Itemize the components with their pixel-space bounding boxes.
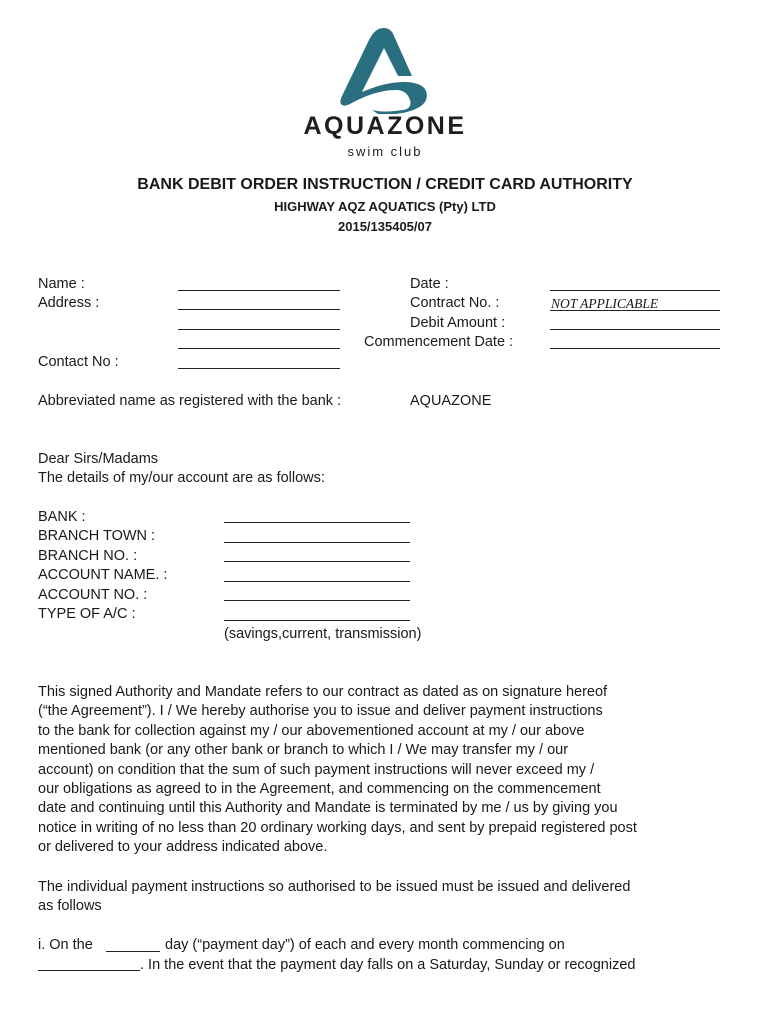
branch-no-label: BRANCH NO. : bbox=[38, 548, 138, 564]
branch-town-field[interactable] bbox=[224, 542, 410, 543]
contact-label: Contact No : bbox=[38, 354, 119, 370]
branch-town-label: BRANCH TOWN : bbox=[38, 528, 156, 544]
contract-field[interactable] bbox=[550, 310, 720, 311]
account-type-field[interactable] bbox=[224, 620, 410, 621]
commencement-date-field[interactable] bbox=[550, 348, 720, 349]
address-label: Address : bbox=[38, 295, 100, 311]
account-intro: The details of my/our account are as follows: bbox=[38, 470, 325, 486]
address-field-line-1[interactable] bbox=[178, 309, 340, 310]
mandate-line: date and continuing until this Authority and Mandate is terminated by me / us by giving you bbox=[38, 800, 618, 817]
clause-i-text: day (“payment day”) of each and every month commencing on bbox=[165, 937, 565, 953]
branch-no-field[interactable] bbox=[224, 561, 410, 562]
contact-field[interactable] bbox=[178, 368, 340, 369]
aquazone-logo-mark bbox=[280, 24, 490, 114]
account-no-label: ACCOUNT NO. : bbox=[38, 587, 148, 603]
name-field[interactable] bbox=[178, 290, 340, 291]
individual-line: The individual payment instructions so authorised to be issued must be issued and delivered bbox=[38, 879, 631, 895]
commencing-date-field[interactable] bbox=[38, 970, 140, 971]
mandate-line: This signed Authority and Mandate refers to our contract as dated as on signature hereof bbox=[38, 684, 608, 700]
document-title: BANK DEBIT ORDER INSTRUCTION / CREDIT CARD AUTHORITY bbox=[137, 176, 633, 193]
name-label: Name : bbox=[38, 276, 85, 292]
salutation: Dear Sirs/Madams bbox=[38, 451, 159, 467]
account-type-hint: (savings,current, transmission) bbox=[224, 626, 422, 642]
mandate-line: (“the Agreement”). I / We hereby authorise you to issue and deliver payment instructions bbox=[38, 703, 603, 720]
individual-instructions-paragraph bbox=[38, 878, 750, 917]
bank-field[interactable] bbox=[224, 522, 410, 523]
commencement-date-label: Commencement Date : bbox=[364, 334, 514, 350]
debit-amount-label: Debit Amount : bbox=[410, 315, 506, 331]
brand-tagline: swim club bbox=[347, 144, 423, 159]
registration-number: 2015/135405/07 bbox=[338, 219, 432, 234]
mandate-line: to the bank for collection against my / our abovementioned account at my / our above bbox=[38, 722, 585, 739]
individual-line: as follows bbox=[38, 898, 102, 915]
clause-i-continuation: . In the event that the payment day falls on a Saturday, Sunday or recognized bbox=[140, 957, 636, 973]
company-name: HIGHWAY AQZ AQUATICS (Pty) LTD bbox=[274, 199, 496, 214]
contract-label: Contract No. : bbox=[410, 295, 500, 311]
debit-amount-field[interactable] bbox=[550, 329, 720, 330]
abbreviated-name-label: Abbreviated name as registered with the bank : bbox=[38, 393, 342, 409]
account-type-label: TYPE OF A/C : bbox=[38, 606, 136, 622]
account-name-label: ACCOUNT NAME. : bbox=[38, 567, 168, 583]
account-name-field[interactable] bbox=[224, 581, 410, 582]
mandate-line: account) on condition that the sum of such payment instructions will never exceed my / bbox=[38, 761, 595, 778]
clause-i-prefix: i. On the bbox=[38, 937, 93, 953]
address-field-line-3[interactable] bbox=[178, 348, 340, 349]
club-logo bbox=[280, 24, 490, 164]
account-no-field[interactable] bbox=[224, 600, 410, 601]
abbreviated-name-value: AQUAZONE bbox=[410, 393, 492, 409]
address-field-line-2[interactable] bbox=[178, 329, 340, 330]
mandate-line: our obligations as agreed to in the Agreement, and commencing on the commencement bbox=[38, 781, 601, 798]
date-label: Date : bbox=[410, 276, 449, 292]
mandate-paragraph bbox=[38, 683, 750, 858]
mandate-line: notice in writing of no less than 20 ordinary working days, and sent by prepaid registered post bbox=[38, 819, 637, 836]
mandate-line: or delivered to your address indicated above. bbox=[38, 839, 328, 856]
brand-name: AQUAZONE bbox=[303, 112, 467, 140]
date-field[interactable] bbox=[550, 290, 720, 291]
contract-value: NOT APPLICABLE bbox=[551, 296, 659, 311]
bank-label: BANK : bbox=[38, 509, 86, 525]
mandate-line: mentioned bank (or any other bank or branch to which I / We may transfer my / our bbox=[38, 742, 569, 759]
payment-day-field[interactable] bbox=[106, 951, 160, 952]
